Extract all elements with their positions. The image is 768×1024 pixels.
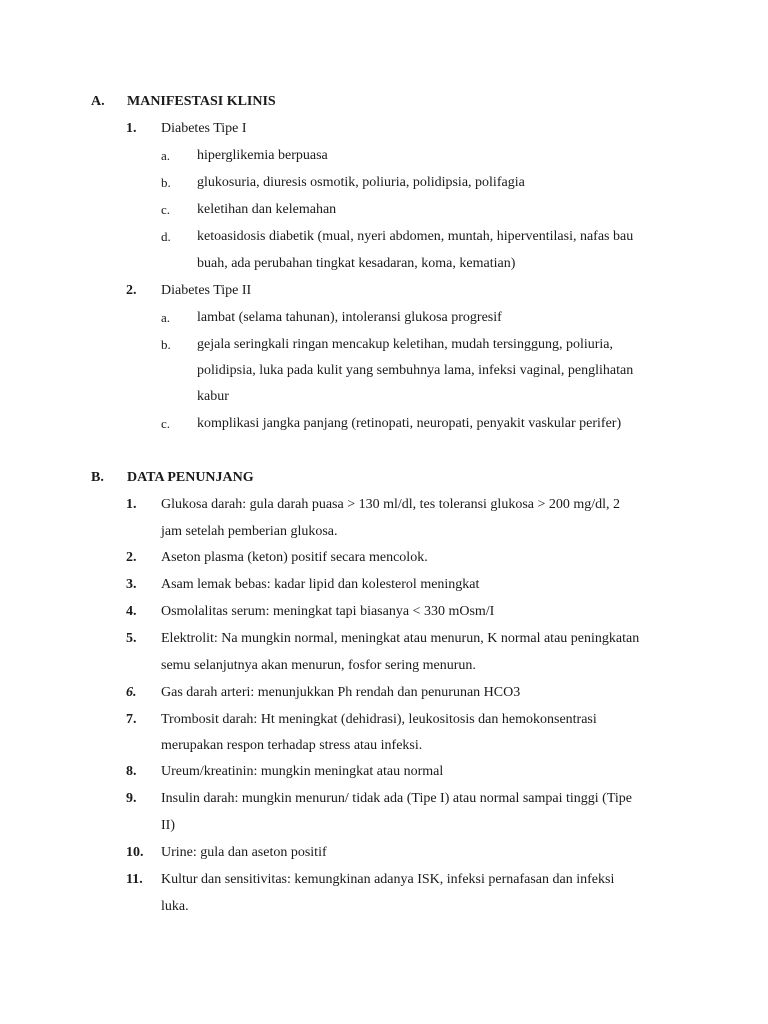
- section-b-letter: B.: [91, 470, 104, 485]
- section-b-item-3-text: Asam lemak bebas: kadar lipid dan kolesterol meningkat: [161, 577, 480, 592]
- section-b-item-4-number: 4.: [126, 604, 137, 619]
- section-b-item-1-text-line-2: jam setelah pemberian glukosa.: [161, 524, 338, 539]
- section-b-item-7-text-line-2: merupakan respon terhadap stress atau infeksi.: [161, 738, 423, 753]
- section-a-item-2-sub-c-text: komplikasi jangka panjang (retinopati, neuropati, penyakit vaskular perifer): [197, 416, 622, 431]
- section-a-item-1-sub-c-text: keletihan dan kelemahan: [197, 202, 337, 217]
- section-a-item-2-sub-b-letter: b.: [161, 337, 171, 352]
- section-b-item-7-number: 7.: [126, 712, 137, 727]
- section-b-item-8-text: Ureum/kreatinin: mungkin meningkat atau normal: [161, 764, 444, 779]
- section-a-item-1-sub-c-letter: c.: [161, 202, 171, 217]
- section-b-item-6-text: Gas darah arteri: menunjukkan Ph rendah dan penurunan HCO3: [161, 685, 521, 700]
- section-a-item-2-sub-a-text: lambat (selama tahunan), intoleransi glukosa progresif: [197, 310, 502, 325]
- section-b-item-1-number: 1.: [126, 497, 137, 512]
- section-a-item-1-sub-a-letter: a.: [161, 148, 171, 163]
- section-a-item-2-sub-c-letter: c.: [161, 416, 171, 431]
- section-b-item-5-number: 5.: [126, 631, 137, 646]
- section-a-letter: A.: [91, 94, 105, 109]
- section-a-item-2-sub-b-text-line-1: gejala seringkali ringan mencakup keletihan, mudah tersinggung, poliuria,: [197, 337, 613, 352]
- section-b-item-11-text-line-2: luka.: [161, 899, 189, 914]
- section-b-item-1-text-line-1: Glukosa darah: gula darah puasa > 130 ml/dl, tes toleransi glukosa > 200 mg/dl, 2: [161, 497, 621, 512]
- section-b-item-2-number: 2.: [126, 550, 137, 565]
- section-b-item-4-text: Osmolalitas serum: meningkat tapi biasanya < 330 mOsm/I: [161, 604, 495, 619]
- section-a-item-1-sub-d-text-line-2: buah, ada perubahan tingkat kesadaran, koma, kematian): [197, 256, 516, 271]
- section-b-item-10-number: 10.: [126, 845, 144, 860]
- section-a-item-2-sub-a-letter: a.: [161, 310, 171, 325]
- section-b-item-2-text: Aseton plasma (keton) positif secara mencolok.: [161, 550, 428, 565]
- section-b-item-7-text-line-1: Trombosit darah: Ht meningkat (dehidrasi), leukositosis dan hemokonsentrasi: [161, 712, 597, 727]
- section-b-item-5-text-line-2: semu selanjutnya akan menurun, fosfor sering menurun.: [161, 658, 476, 673]
- section-a-item-1-sub-b-letter: b.: [161, 175, 171, 190]
- section-b-item-11-text-line-1: Kultur dan sensitivitas: kemungkinan adanya ISK, infeksi pernafasan dan infeksi: [161, 872, 615, 887]
- section-a-item-1-number: 1.: [126, 121, 137, 136]
- section-a-item-2-text: Diabetes Tipe II: [161, 283, 252, 298]
- section-a-item-1-sub-b-text: glukosuria, diuresis osmotik, poliuria, polidipsia, polifagia: [197, 175, 525, 190]
- section-b-item-6-number: 6.: [126, 685, 137, 700]
- section-a-item-2-sub-b-text-line-3: kabur: [197, 389, 229, 404]
- section-b-item-9-text-line-2: II): [161, 818, 175, 833]
- section-a-item-1-sub-a-text: hiperglikemia berpuasa: [197, 148, 328, 163]
- section-a-item-1-sub-d-letter: d.: [161, 229, 171, 244]
- section-b-item-10-text: Urine: gula dan aseton positif: [161, 845, 327, 860]
- section-b-item-9-text-line-1: Insulin darah: mungkin menurun/ tidak ada (Tipe I) atau normal sampai tinggi (Tipe: [161, 791, 632, 806]
- section-a-title: MANIFESTASI KLINIS: [127, 94, 276, 109]
- section-b-item-11-number: 11.: [126, 872, 143, 887]
- section-b-title: DATA PENUNJANG: [127, 470, 254, 485]
- section-b-item-9-number: 9.: [126, 791, 137, 806]
- section-a-item-1-sub-d-text-line-1: ketoasidosis diabetik (mual, nyeri abdomen, muntah, hiperventilasi, nafas bau: [197, 229, 634, 244]
- section-b-item-8-number: 8.: [126, 764, 137, 779]
- section-b-item-3-number: 3.: [126, 577, 137, 592]
- section-a-item-2-number: 2.: [126, 283, 137, 298]
- section-a-item-1-text: Diabetes Tipe I: [161, 121, 247, 136]
- section-a-item-2-sub-b-text-line-2: polidipsia, luka pada kulit yang sembuhnya lama, infeksi vaginal, penglihatan: [197, 363, 634, 378]
- section-b-item-5-text-line-1: Elektrolit: Na mungkin normal, meningkat atau menurun, K normal atau peningkatan: [161, 631, 640, 646]
